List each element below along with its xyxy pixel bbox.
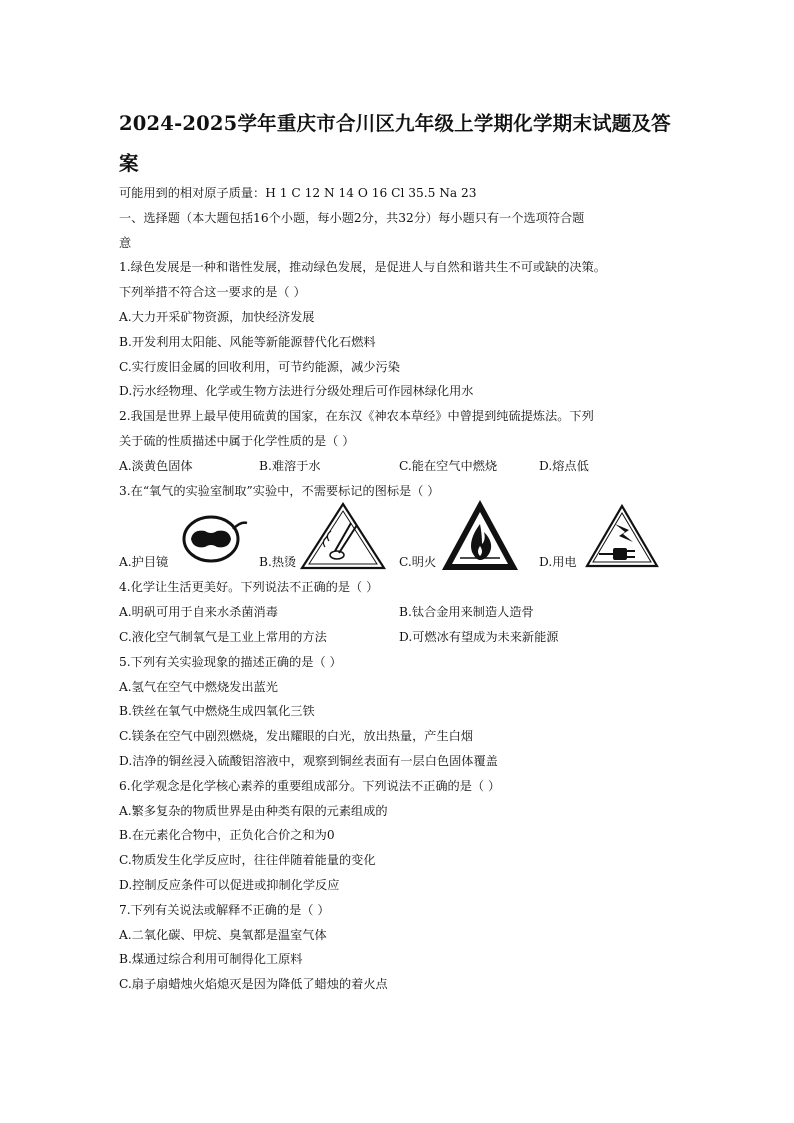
q3-option-c: C.明火 [399, 555, 437, 570]
q5-stem: 5.下列有关实验现象的描述正确的是（ ） [119, 654, 342, 669]
q4-option-b: B.钛合金用来制造人造骨 [399, 605, 534, 620]
q7-option-a: A.二氧化碳、甲烷、臭氧都是温室气体 [119, 927, 327, 942]
q2-option-c: C.能在空气中燃烧 [399, 458, 498, 473]
q7-option-b: B.煤通过综合利用可制得化工原料 [119, 952, 303, 967]
q3-option-a: A.护目镜 [119, 555, 169, 570]
q4-options-row1 [119, 600, 679, 625]
q1-stem: 1.绿色发展是一种和谐性发展，推动绿色发展，是促进人与自然和谐共生不可或缺的决策。 [119, 260, 606, 275]
section-heading-cont: 意 [119, 235, 132, 250]
q5-option-a: A.氢气在空气中燃烧发出蓝光 [119, 679, 278, 694]
q5-option-c: C.镁条在空气中剧烈燃烧，发出耀眼的白光，放出热量，产生白烟 [119, 729, 474, 744]
goggles-icon [177, 511, 249, 565]
q5-option-d: D.洁净的铜丝浸入硫酸铝溶液中，观察到铜丝表面有一层白色固体覆盖 [119, 753, 498, 768]
q2-stem: 2.我国是世界上最早使用硫黄的国家，在东汉《神农本草经》中曾提到纯硫提炼法。下列 [119, 409, 594, 424]
q6-option-c: C.物质发生化学反应时，往往伴随着能量的变化 [119, 853, 376, 868]
atomic-mass-line: 可能用到的相对原子质量：H 1 C 12 N 14 O 16 Cl 35.5 Na 23 [119, 186, 477, 200]
q1-option-a: A.大力开采矿物资源，加快经济发展 [119, 309, 315, 324]
q3-icon-options [119, 503, 679, 575]
q2-option-d: D.熔点低 [539, 458, 589, 473]
q6-option-a: A.繁多复杂的物质世界是由种类有限的元素组成的 [119, 803, 388, 818]
q1-option-d: D.污水经物理、化学或生物方法进行分级处理后可作园林绿化用水 [119, 384, 474, 399]
section-heading: 一、选择题（本大题包括16个小题，每小题2分，共32分）每小题只有一个选项符合题 [119, 210, 585, 225]
open-flame-icon [440, 498, 520, 572]
q3-stem: 3.在“氧气的实验室制取”实验中，不需要标记的图标是（ ） [119, 483, 440, 498]
document-body [119, 181, 679, 997]
q4-stem: 4.化学让生活更美好。下列说法不正确的是（ ） [119, 580, 379, 595]
document-title: 2024-2025学年重庆市合川区九年级上学期化学期末试题及答案 [119, 112, 671, 175]
q7-stem: 7.下列有关说法或解释不正确的是（ ） [119, 902, 330, 917]
q6-stem: 6.化学观念是化学核心素养的重要组成部分。下列说法不正确的是（ ） [119, 778, 501, 793]
q4-option-a: A.明矾可用于自来水杀菌消毒 [119, 605, 278, 620]
q4-option-d: D.可燃冰有望成为未来新能源 [399, 629, 559, 644]
q6-option-b: B.在元素化合物中，正负化合价之和为0 [119, 828, 335, 843]
q2-stem-cont: 关于硫的性质描述中属于化学性质的是（ ） [119, 433, 355, 448]
q1-option-c: C.实行废旧金属的回收利用，可节约能源，减少污染 [119, 359, 400, 374]
hot-surface-icon [299, 501, 387, 571]
q5-option-b: B.铁丝在氧气中燃烧生成四氧化三铁 [119, 704, 315, 719]
q2-option-a: A.淡黄色固体 [119, 458, 193, 473]
q4-options-row2 [119, 625, 679, 650]
electricity-icon [585, 504, 659, 570]
q3-option-b: B.热烫 [259, 555, 297, 570]
q2-option-b: B.难溶于水 [259, 458, 321, 473]
q7-option-c: C.扇子扇蜡烛火焰熄灭是因为降低了蜡烛的着火点 [119, 977, 388, 992]
q1-stem-cont: 下列举措不符合这一要求的是（ ） [119, 285, 306, 300]
q2-options [119, 454, 679, 479]
q6-option-d: D.控制反应条件可以促进或抑制化学反应 [119, 877, 340, 892]
q4-option-c: C.液化空气制氧气是工业上常用的方法 [119, 629, 327, 644]
q3-option-d: D.用电 [539, 555, 577, 570]
q1-option-b: B.开发利用太阳能、风能等新能源替代化石燃料 [119, 334, 376, 349]
